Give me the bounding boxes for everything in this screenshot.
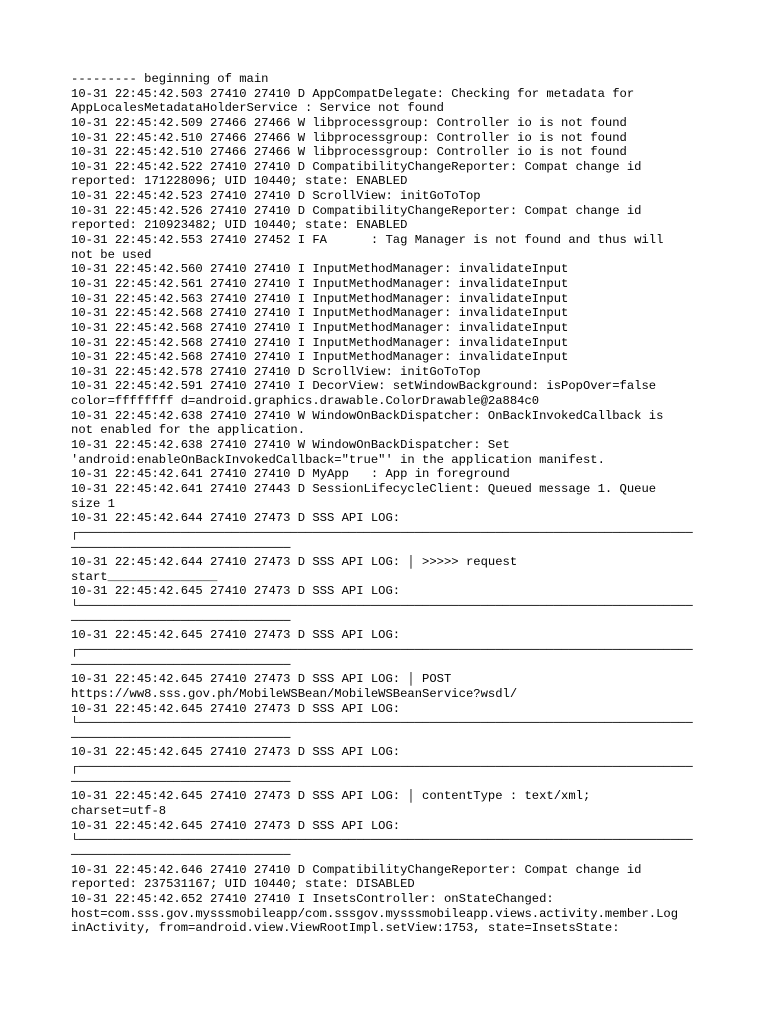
log-line: 10-31 22:45:42.645 27410 27473 D SSS API LOG: [71, 701, 401, 716]
log-line: 10-31 22:45:42.510 27466 27466 W libprocessgroup: Controller io is not found [71, 130, 627, 145]
log-line: ────────────────────────────── [71, 657, 291, 672]
log-line: --------- beginning of main [71, 72, 269, 86]
log-line: 10-31 22:45:42.560 27410 27410 I InputMethodManager: invalidateInput [71, 262, 569, 277]
log-line: 10-31 22:45:42.503 27410 27410 D AppCompatDelegate: Checking for metadata for [71, 86, 635, 101]
log-line: 10-31 22:45:42.568 27410 27410 I InputMethodManager: invalidateInput [71, 350, 569, 365]
log-line: 10-31 22:45:42.553 27410 27452 I FA : Tag Manager is not found and thus will [71, 233, 664, 248]
log-line: 10-31 22:45:42.645 27410 27473 D SSS API LOG: [71, 818, 401, 833]
log-line: 10-31 22:45:42.578 27410 27410 D ScrollView: initGoToTop [71, 364, 481, 379]
log-line: 10-31 22:45:42.645 27410 27473 D SSS API LOG: │ contentType : text/xml; [71, 789, 591, 804]
log-line: 10-31 22:45:42.638 27410 27410 W WindowOnBackDispatcher: Set [71, 438, 510, 453]
log-line: inActivity, from=android.view.ViewRootImpl.setView:1753, state=InsetsState: [71, 921, 620, 936]
log-line: 10-31 22:45:42.510 27466 27466 W libprocessgroup: Controller io is not found [71, 145, 627, 160]
log-line: 10-31 22:45:42.561 27410 27410 I InputMethodManager: invalidateInput [71, 276, 569, 291]
log-line: 10-31 22:45:42.644 27410 27473 D SSS API LOG: [71, 511, 401, 526]
log-line: 10-31 22:45:42.645 27410 27473 D SSS API LOG: [71, 584, 401, 599]
log-line: AppLocalesMetadataHolderService : Service not found [71, 101, 444, 116]
log-line: start_______________ [71, 569, 218, 584]
log-line: 10-31 22:45:42.652 27410 27410 I InsetsController: onStateChanged: [71, 891, 554, 906]
log-line: 10-31 22:45:42.638 27410 27410 W WindowOnBackDispatcher: OnBackInvokedCallback is [71, 408, 664, 423]
log-line: charset=utf-8 [71, 804, 167, 819]
log-line: ┌──────────────────────────────────────────────────────────────────────────────────── [71, 642, 693, 657]
log-line: ────────────────────────────── [71, 730, 291, 745]
log-line: ────────────────────────────── [71, 540, 291, 555]
log-line: ┌──────────────────────────────────────────────────────────────────────────────────── [71, 525, 693, 540]
log-line: 10-31 22:45:42.523 27410 27410 D ScrollView: initGoToTop [71, 189, 481, 204]
log-line: 10-31 22:45:42.645 27410 27473 D SSS API LOG: [71, 628, 401, 643]
log-text-block [71, 72, 701, 936]
log-line: not enabled for the application. [71, 423, 306, 438]
log-line: not be used [71, 247, 152, 262]
log-line: ┌──────────────────────────────────────────────────────────────────────────────────── [71, 760, 693, 775]
log-line: 10-31 22:45:42.641 27410 27410 D MyApp : App in foreground [71, 467, 510, 482]
log-line: host=com.sss.gov.mysssmobileapp/com.sssgov.mysssmobileapp.views.activity.member.Log [71, 906, 679, 921]
log-line: 10-31 22:45:42.644 27410 27473 D SSS API LOG: │ >>>>> request [71, 555, 518, 570]
log-line: 10-31 22:45:42.568 27410 27410 I InputMethodManager: invalidateInput [71, 306, 569, 321]
log-line: reported: 237531167; UID 10440; state: DISABLED [71, 877, 415, 892]
log-line: reported: 210923482; UID 10440; state: ENABLED [71, 218, 408, 233]
log-line: 10-31 22:45:42.641 27410 27443 D SessionLifecycleClient: Queued message 1. Queue [71, 481, 657, 496]
log-line: 10-31 22:45:42.526 27410 27410 D CompatibilityChangeReporter: Compat change id [71, 203, 642, 218]
log-line: 10-31 22:45:42.645 27410 27473 D SSS API LOG: [71, 745, 401, 760]
log-line: └──────────────────────────────────────────────────────────────────────────────────── [71, 599, 693, 614]
log-line: ────────────────────────────── [71, 774, 291, 789]
log-line: 10-31 22:45:42.591 27410 27410 I DecorView: setWindowBackground: isPopOver=false [71, 379, 657, 394]
log-line: 10-31 22:45:42.522 27410 27410 D CompatibilityChangeReporter: Compat change id [71, 159, 642, 174]
log-line: 10-31 22:45:42.568 27410 27410 I InputMethodManager: invalidateInput [71, 335, 569, 350]
log-line: 'android:enableOnBackInvokedCallback="true"' in the application manifest. [71, 452, 605, 467]
log-line: 10-31 22:45:42.645 27410 27473 D SSS API LOG: │ POST [71, 672, 452, 687]
log-line: reported: 171228096; UID 10440; state: ENABLED [71, 174, 408, 189]
log-line: https://ww8.sss.gov.ph/MobileWSBean/MobileWSBeanService?wsdl/ [71, 686, 518, 701]
log-line: 10-31 22:45:42.568 27410 27410 I InputMethodManager: invalidateInput [71, 320, 569, 335]
log-line: 10-31 22:45:42.646 27410 27410 D CompatibilityChangeReporter: Compat change id [71, 862, 642, 877]
log-line: 10-31 22:45:42.563 27410 27410 I InputMethodManager: invalidateInput [71, 291, 569, 306]
log-line: size 1 [71, 496, 115, 511]
log-line: └──────────────────────────────────────────────────────────────────────────────────── [71, 716, 693, 731]
log-line: └──────────────────────────────────────────────────────────────────────────────────── [71, 833, 693, 848]
log-line: 10-31 22:45:42.509 27466 27466 W libprocessgroup: Controller io is not found [71, 115, 627, 130]
log-line: ────────────────────────────── [71, 847, 291, 862]
log-line: ────────────────────────────── [71, 613, 291, 628]
log-line: color=ffffffff d=android.graphics.drawable.ColorDrawable@2a884c0 [71, 394, 540, 409]
